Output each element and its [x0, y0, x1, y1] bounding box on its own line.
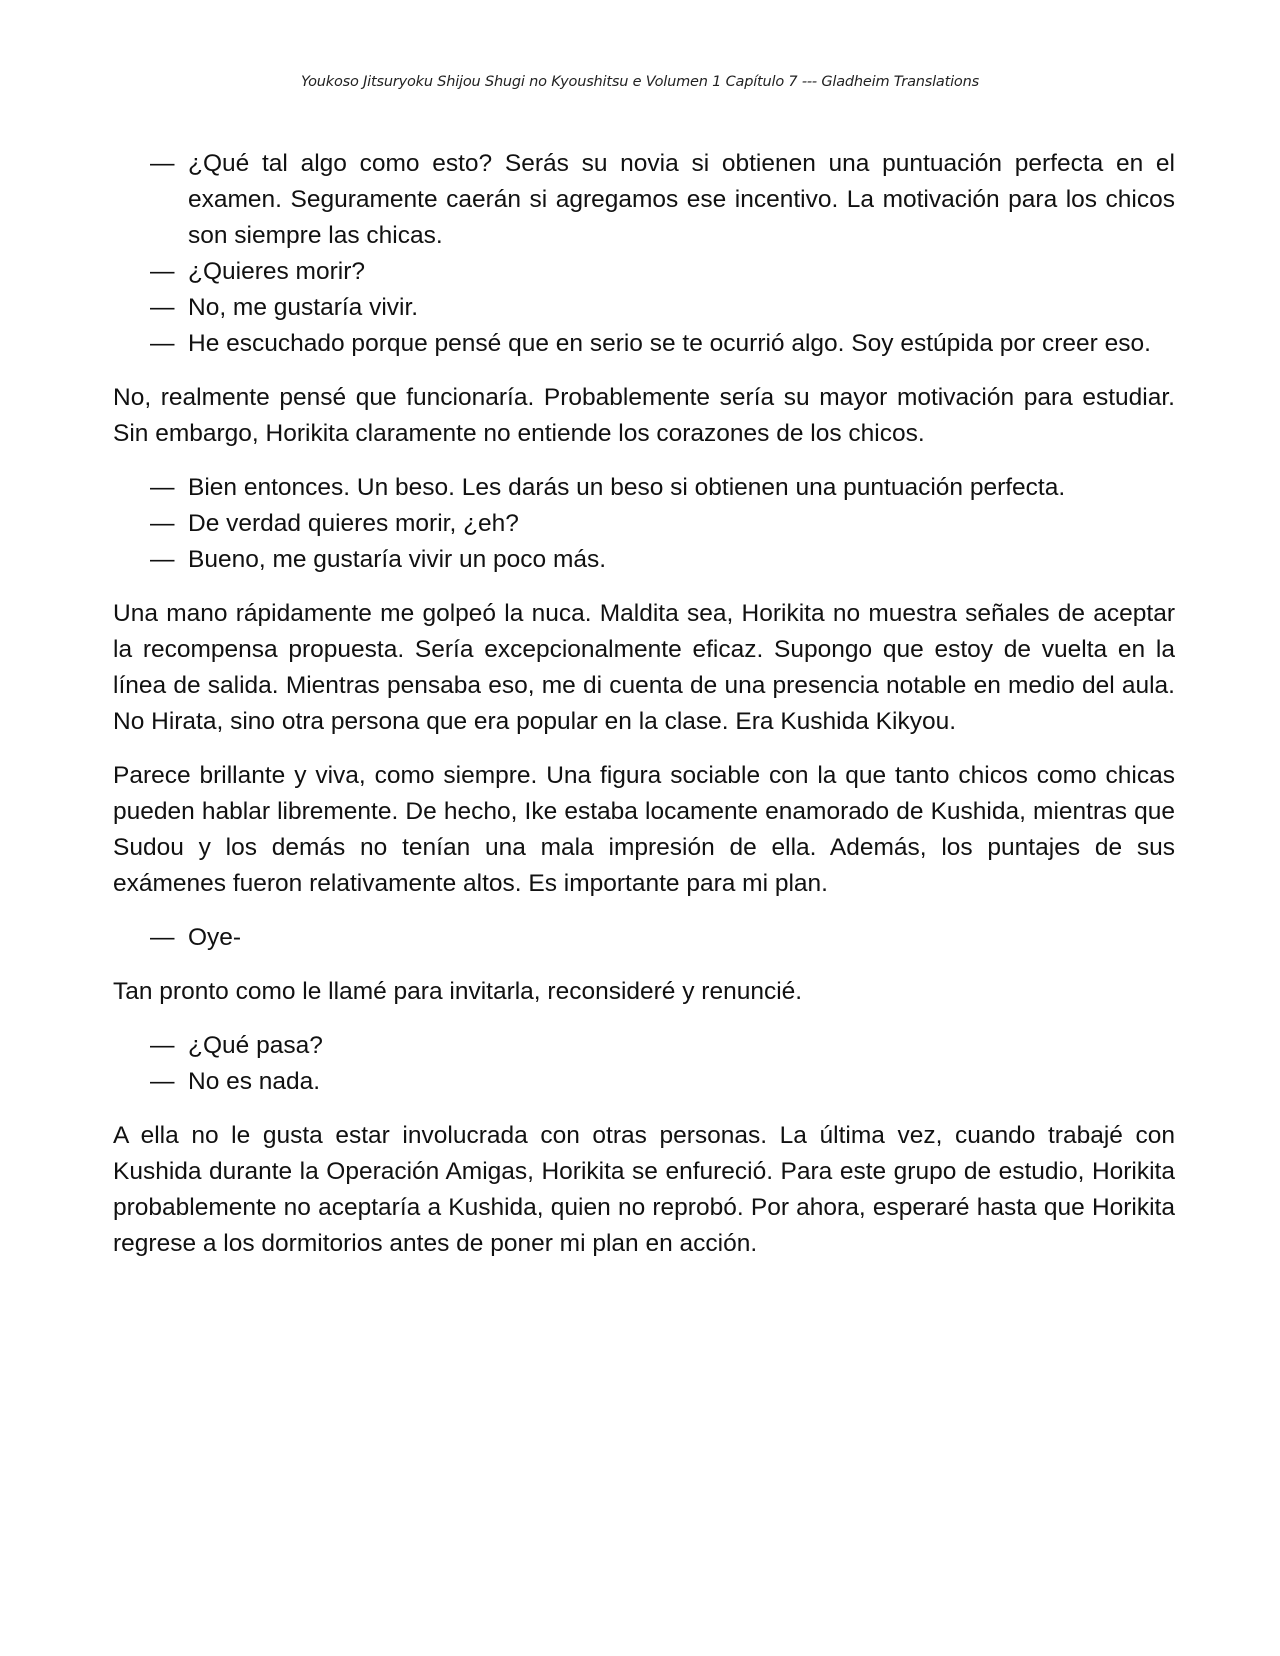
paragraph: Una mano rápidamente me golpeó la nuca. Maldita sea, Horikita no muestra señales de aceptar la recompensa propuesta. Sería excepcionalmente eficaz. Supongo que estoy de vuelta en la línea de salida. Mientras pensaba eso, me di cuenta de una presencia notable en medio del aula. No Hirata, sino otra persona que era popular en la clase. Era Kushida Kikyou. [113, 600, 1175, 735]
paragraph: A ella no le gusta estar involucrada con otras personas. La última vez, cuando trabajé con Kushida durante la Operación Amigas, Horikita se enfureció. Para este grupo de estudio, Horikita probablemente no aceptaría a Kushida, quien no reprobó. Por ahora, esperaré hasta que Horikita regrese a los dormitorios antes de poner mi plan en acción. [113, 1122, 1175, 1257]
dialog-line [113, 326, 1175, 362]
em-dash: — [150, 1068, 175, 1095]
dialog-line [113, 146, 1175, 254]
dialog-line [113, 542, 1175, 578]
dialog-text: ¿Qué pasa? [188, 1032, 323, 1059]
dialog-text: No, me gustaría vivir. [188, 294, 419, 321]
dialog-block-4 [113, 1028, 1175, 1100]
em-dash: — [150, 474, 175, 501]
em-dash: — [150, 924, 175, 951]
paragraph: Tan pronto como le llamé para invitarla, reconsideré y renuncié. [113, 978, 803, 1005]
dialog-text: Bueno, me gustaría vivir un poco más. [188, 546, 607, 573]
em-dash: — [150, 330, 175, 357]
dialog-text: De verdad quieres morir, ¿eh? [188, 510, 519, 537]
paragraph: Parece brillante y viva, como siempre. Una figura sociable con la que tanto chicos como chicas pueden hablar libremente. De hecho, Ike estaba locamente enamorado de Kushida, mientras que Sudou y los demás no tenían una mala impresión de ella. Además, los puntajes de sus exámenes fueron relativamente altos. Es importante para mi plan. [113, 762, 1175, 897]
dialog-line [113, 920, 1175, 956]
document-body [113, 146, 1175, 1280]
dialog-line [113, 470, 1175, 506]
em-dash: — [150, 546, 175, 573]
dialog-line [113, 1028, 1175, 1064]
dialog-text: No es nada. [188, 1068, 321, 1095]
dialog-line [113, 1064, 1175, 1100]
em-dash: — [150, 294, 175, 321]
dialog-text: Oye- [188, 924, 242, 951]
dialog-text: Bien entonces. Un beso. Les darás un beso si obtienen una puntuación perfecta. [188, 474, 1066, 501]
em-dash: — [150, 1032, 175, 1059]
page-header: Youkoso Jitsuryoku Shijou Shugi no Kyoushitsu e Volumen 1 Capítulo 7 --- Gladheim Translations [301, 74, 979, 90]
em-dash: — [150, 150, 175, 177]
dialog-text: ¿Quieres morir? [188, 258, 365, 285]
paragraph: No, realmente pensé que funcionaría. Probablemente sería su mayor motivación para estudiar. Sin embargo, Horikita claramente no entiende los corazones de los chicos. [113, 384, 1175, 447]
dialog-block-3 [113, 920, 1175, 956]
dialog-text: He escuchado porque pensé que en serio se te ocurrió algo. Soy estúpida por creer eso. [188, 330, 1151, 357]
dialog-line [113, 290, 1175, 326]
em-dash: — [150, 510, 175, 537]
em-dash: — [150, 258, 175, 285]
dialog-text: ¿Qué tal algo como esto? Serás su novia si obtienen una puntuación perfecta en el examen. Seguramente caerán si agregamos ese incentivo. La motivación para los chicos son siempre las chicas. [188, 150, 1175, 249]
dialog-block-1 [113, 146, 1175, 362]
dialog-line [113, 254, 1175, 290]
dialog-line [113, 506, 1175, 542]
dialog-block-2 [113, 470, 1175, 578]
